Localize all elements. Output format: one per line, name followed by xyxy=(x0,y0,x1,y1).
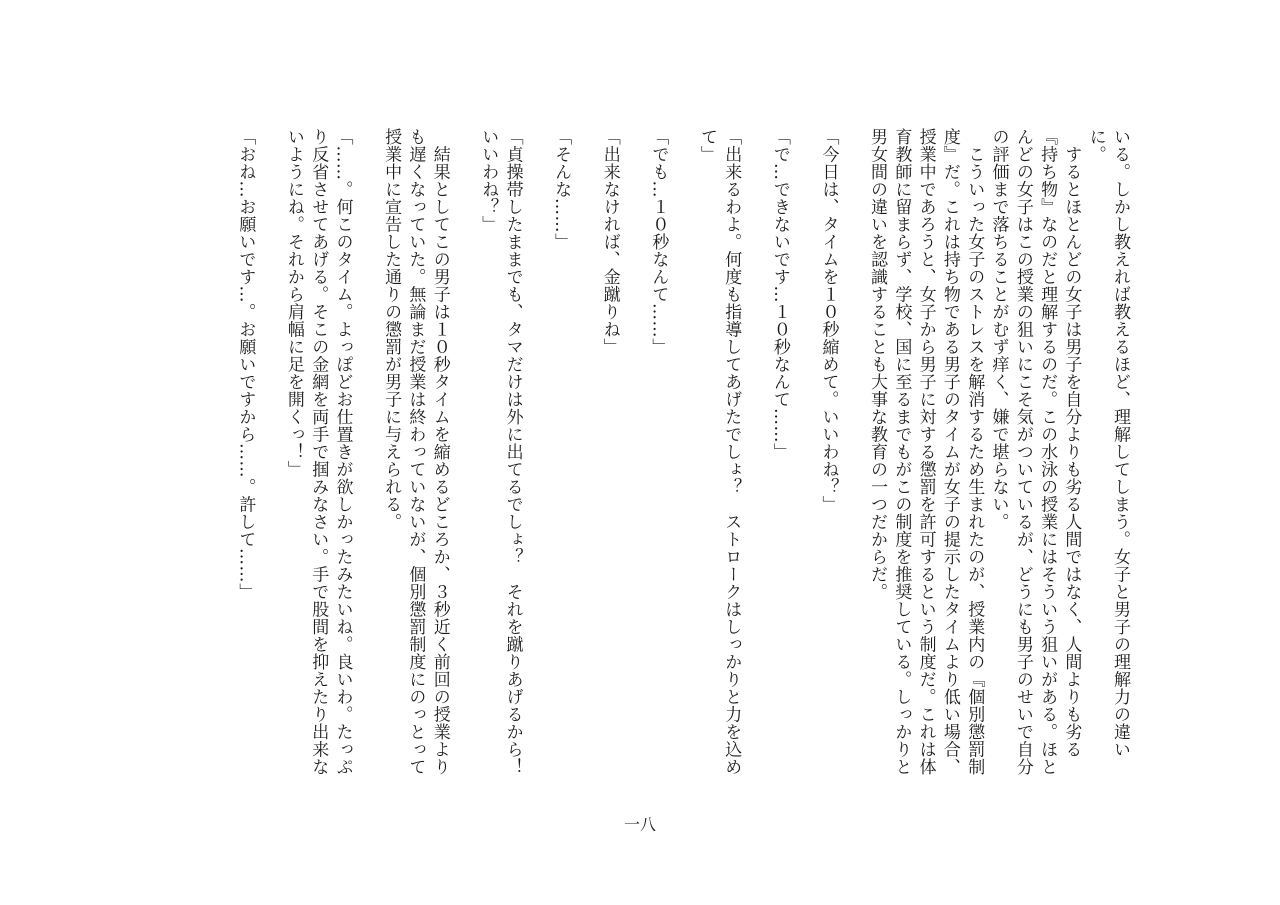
paragraph: 「でも…１０秒なんて……」 xyxy=(648,128,669,356)
paragraph: 「で…できないです…１０秒なんて……」 xyxy=(769,128,790,461)
paragraph: 結果としてこの男子は１０秒タイムを縮めるどころか、３秒近く前回の授業よりも遅くなっていた。無論まだ授業は終わっていないが、個別懲罰制度にのっとって授業中に宣告した通りの懲罰が男子に与えられる。 xyxy=(381,128,450,776)
paragraph: 「おね…お願いです…。お願いですから……。許して……」 xyxy=(235,128,256,601)
paragraph-gap xyxy=(792,128,816,780)
paragraph: 「今日は、タイムを１０秒縮めて。いいわね？」 xyxy=(818,128,839,513)
paragraph-gap xyxy=(257,128,281,780)
paragraph: こういった女子のストレスを解消するため生まれたのが、授業内の『個別懲罰制度』だ。これは持ち物である男子のタイムが女子の提示したタイムより低い場合、授業中であろうと、女子から男子に対する懲罰を許可するという制度だ。これは体育教師に留まらず、学校、国に至るまでもがこの制度を推奨している。しっかりと男女間の違いを認識することも大事な教育の一つだからだ。 xyxy=(867,128,985,776)
paragraph: いる。しかし教えれば教えるほど、理解してしまう。女子と男子の理解力の違いに。 xyxy=(1085,128,1130,758)
paragraph-gap xyxy=(452,128,476,780)
vertical-text-body xyxy=(152,128,1132,793)
paragraph: 「出来なければ、金蹴りね」 xyxy=(599,128,620,356)
paragraph-gap xyxy=(573,128,597,780)
paragraph-gap xyxy=(670,128,694,780)
page-number: 一八 xyxy=(623,815,656,834)
paragraph: 「そんな……」 xyxy=(551,128,572,251)
paragraph-gap xyxy=(525,128,549,780)
paragraph-gap xyxy=(622,128,646,780)
paragraph: するとほとんどの女子は男子を自分よりも劣る人間ではなく、人間よりも劣る『持ち物』なのだと理解するのだ。この水泳の授業にはそういう狙いがある。ほとんどの女子はこの授業の狙いにこそ気がついているが、どうにも男子のせいで自分の評価まで落ちることがむず痒く、嫌で堪らない。 xyxy=(988,128,1082,776)
paragraph: 「出来るわよ。何度も指導してあげたでしょ？ ストロークはしっかりと力を込めて」 xyxy=(696,128,742,776)
paragraph: 「貞操帯したままでも、タマだけは外に出てるでしょ？ それを蹴りあげるから！ いいわね？」 xyxy=(478,128,523,793)
paragraph-gap xyxy=(355,128,379,780)
paragraph-gap xyxy=(840,128,864,780)
paragraph: 「……。何このタイム。よっぽどお仕置きが欲しかったみたいね。良いわ。たっぷり反省させてあげる。そこの金網を両手で掴みなさい。手で股間を抑えたり出来ないようにね。それから肩幅に足を開くっ！」 xyxy=(283,128,353,776)
paragraph-gap xyxy=(743,128,767,780)
